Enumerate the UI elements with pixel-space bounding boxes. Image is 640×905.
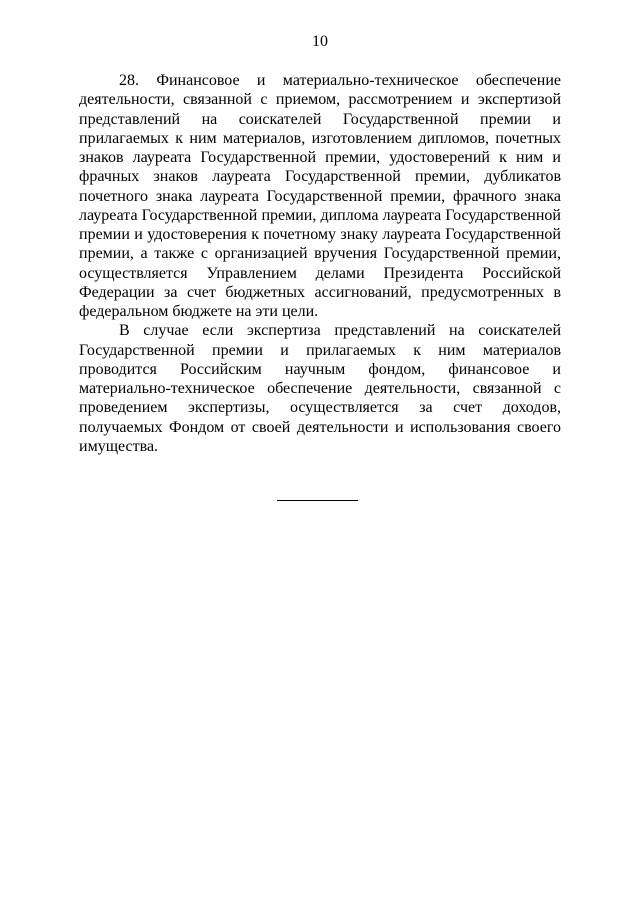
closing-rule <box>277 500 358 501</box>
document-body <box>79 71 561 456</box>
paragraph-expertise-funding: В случае если экспертиза представлений на соискателей Государственной премии и прилагаемых к ним материалов проводится Российским научным фондом, финансовое и материально-техническое обеспечение деятельности, связанной с проведением экспертизы, осуществляется за счет доходов, получаемых Фондом от своей деятельности и использования своего имущества. <box>79 322 561 455</box>
paragraph-28: 28. Финансовое и материально-техническое обеспечение деятельности, связанной с приемом, рассмотрением и экспертизой представлений на соискателей Государственной премии и прилагаемых к ним материалов, изготовлением дипломов, почетных знаков лауреата Государственной премии, удостоверений к ним и фрачных знаков лауреата Государственной премии, дубликатов почетного знака лауреата Государственной премии, фрачного знака лауреата Государственной премии, диплома лауреата Государственной премии и удостоверения к почетному знаку лауреата Государственной премии, а также с организацией вручения Государственной премии, осуществляется Управлением делами Президента Российской Федерации за счет бюджетных ассигнований, предусмотренных в федеральном бюджете на эти цели. <box>79 72 561 320</box>
page-number: 10 <box>312 33 328 50</box>
